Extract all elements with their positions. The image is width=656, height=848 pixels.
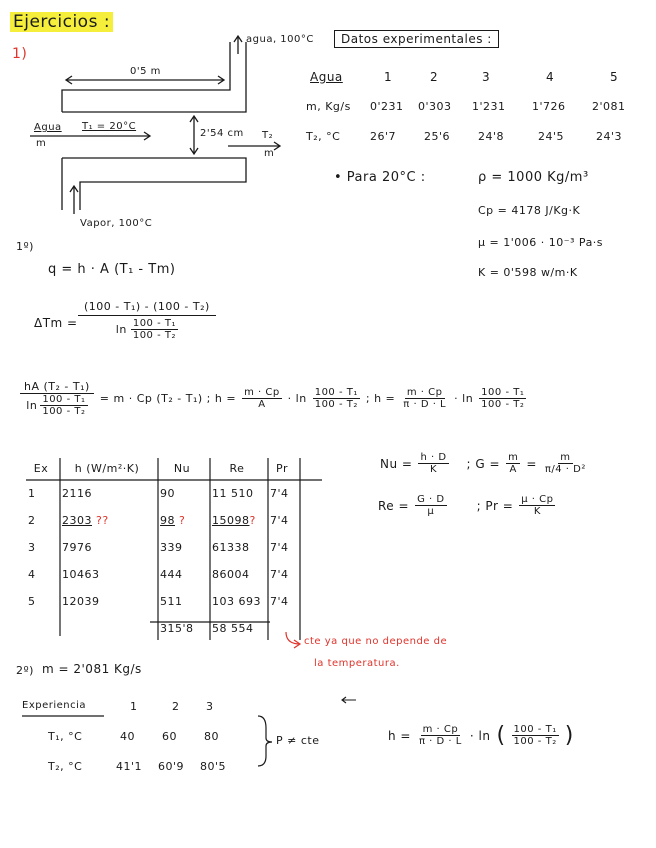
eq-g-num2: m xyxy=(560,452,571,463)
eq-g-eq: = xyxy=(526,456,537,471)
water-in-temp: T₁ = 20°C xyxy=(82,121,137,132)
eq-nusselt-group xyxy=(380,452,588,475)
heat-exchanger-diagram xyxy=(30,36,280,214)
cell-nu xyxy=(156,507,208,534)
eq-p2-num: m · Cp xyxy=(422,724,459,735)
water-out-label: T₂ xyxy=(262,130,274,141)
water-in-flow: m xyxy=(36,138,47,149)
eq-g-lhs: ; G = xyxy=(466,456,501,471)
table-row xyxy=(24,507,298,534)
total-nu: 315'8 xyxy=(160,622,194,635)
cell-ex: 2 xyxy=(28,514,36,527)
flow-value-1: 0'231 xyxy=(370,100,404,113)
part2-t2-label: T₂, °C xyxy=(48,760,83,773)
cell-h: 2116 xyxy=(62,487,92,500)
eq-h2-in-num: 100 - T₁ xyxy=(481,387,525,398)
eq-long-in-den: 100 - T₂ xyxy=(42,406,86,417)
t2-value-2: 25'6 xyxy=(424,130,451,143)
cell-ex: 1 xyxy=(28,487,36,500)
page-title: Ejercicios : xyxy=(10,12,113,32)
experimental-col-1: 1 xyxy=(384,70,393,84)
water-in-label: Agua xyxy=(34,122,62,133)
part2-col-2: 2 xyxy=(172,700,180,713)
stray-arrow xyxy=(342,697,356,703)
question-flag: ? xyxy=(249,514,256,527)
question-flag: ? xyxy=(179,514,186,527)
eq-h2-num: m · Cp xyxy=(406,387,443,398)
cell-nu: 339 xyxy=(160,541,183,554)
cell-ex: 5 xyxy=(28,595,36,608)
header-nu: Nu xyxy=(173,461,191,475)
property-mu: μ = 1'006 · 10⁻³ Pa·s xyxy=(478,236,604,249)
table-row xyxy=(24,588,298,615)
cell-nu: 90 xyxy=(160,487,175,500)
eq-pr-lhs: ; Pr = xyxy=(476,498,514,513)
part2-t2-value-2: 60'9 xyxy=(158,760,185,773)
eq-p2-lhs: h = xyxy=(388,728,411,743)
cell-pr: 7'4 xyxy=(270,514,289,527)
eq-long-mid: = m · Cp (T₂ - T₁) ; h = xyxy=(99,392,237,405)
header-ex: Ex xyxy=(33,461,49,475)
eq-nu-den: K xyxy=(429,464,438,475)
note-line-2: la temperatura. xyxy=(314,658,400,669)
eq-sep: ; h = xyxy=(365,392,396,405)
eq-g-num1: m xyxy=(508,452,519,463)
cell-h-value: 2303 xyxy=(62,514,92,527)
eq-long xyxy=(20,380,526,417)
property-k: K = 0'598 w/m·K xyxy=(478,266,578,279)
table-totals-row xyxy=(24,615,298,642)
t2-value-4: 24'5 xyxy=(538,130,565,143)
cell-pr: 7'4 xyxy=(270,487,289,500)
length-label: 0'5 m xyxy=(130,66,161,77)
eq-dtm-lhs: ΔTm = xyxy=(34,316,78,330)
eq-re-den: μ xyxy=(427,506,435,517)
t2-label: T₂, °C xyxy=(306,130,341,143)
eq-h1-in-num: 100 - T₁ xyxy=(314,387,358,398)
experimental-col-5: 5 xyxy=(610,70,619,84)
table-row xyxy=(24,480,298,507)
part2-t1-value-3: 80 xyxy=(204,730,219,743)
cell-pr: 7'4 xyxy=(270,541,289,554)
experimental-col-4: 4 xyxy=(546,70,555,84)
property-cp: Cp = 4178 J/Kg·K xyxy=(478,204,581,217)
eq-dtm-ln: ln xyxy=(115,323,127,336)
question-flag: ?? xyxy=(96,514,109,527)
eq-nu-num: h · D xyxy=(420,452,447,463)
table-row xyxy=(24,561,298,588)
results-table xyxy=(24,456,298,642)
cell-ex: 3 xyxy=(28,541,36,554)
eq-dtm-ln-fraction xyxy=(131,318,178,341)
eq-p2-in-den: 100 - T₂ xyxy=(513,736,557,747)
table-row xyxy=(24,534,298,561)
eq-h2-ln: · ln xyxy=(454,392,474,405)
flow-value-4: 1'726 xyxy=(532,100,566,113)
cell-re: 11 510 xyxy=(212,487,254,500)
eq-heat-rate: q = h · A (T₁ - Tm) xyxy=(48,262,176,277)
part2-col-3: 3 xyxy=(206,700,214,713)
cell-re: 86004 xyxy=(212,568,250,581)
eq-h2-in-den: 100 - T₂ xyxy=(481,399,525,410)
cell-h: 12039 xyxy=(62,595,100,608)
note-line-1: cte ya que no depende de xyxy=(304,636,448,647)
eq-dtm-fraction xyxy=(78,300,216,341)
cell-re: 103 693 xyxy=(212,595,261,608)
properties-intro: • Para 20°C : xyxy=(334,170,426,185)
t2-value-5: 24'3 xyxy=(596,130,623,143)
eq-pr-den: K xyxy=(533,506,541,517)
eq-dtm-in-num: 100 - T₁ xyxy=(132,318,176,329)
flow-value-3: 1'231 xyxy=(472,100,506,113)
experimental-header: Datos experimentales : xyxy=(334,30,499,48)
water-out-flow: m xyxy=(264,148,275,159)
eq-pr-num: μ · Cp xyxy=(521,494,554,505)
part2-flow: m = 2'081 Kg/s xyxy=(42,662,142,676)
flow-value-2: 0'303 xyxy=(418,100,452,113)
eq-dtm-numerator: (100 - T₁) - (100 - T₂) xyxy=(78,300,216,316)
brace-note: P ≠ cte xyxy=(276,734,320,747)
flow-label: m, Kg/s xyxy=(306,100,351,113)
eq-g-den1: A xyxy=(509,464,517,475)
cell-nu-value: 98 xyxy=(160,514,175,527)
flow-value-5: 2'081 xyxy=(592,100,626,113)
diameter-label: 2'54 cm xyxy=(200,128,244,139)
part2-t1-value-2: 60 xyxy=(162,730,177,743)
experimental-col-2: 2 xyxy=(430,70,439,84)
cell-pr: 7'4 xyxy=(270,568,289,581)
cell-nu: 511 xyxy=(160,595,183,608)
cell-re-value: 15098 xyxy=(212,514,250,527)
eq-long-in-num: 100 - T₁ xyxy=(42,394,86,405)
part2-label: 2º) xyxy=(16,664,34,677)
section-number: 1) xyxy=(12,46,28,62)
t2-value-3: 24'8 xyxy=(478,130,505,143)
property-rho: ρ = 1000 Kg/m³ xyxy=(478,170,589,185)
results-table-header xyxy=(24,456,298,480)
part1-label: 1º) xyxy=(16,240,34,253)
eq-re-num: G · D xyxy=(417,494,445,505)
eq-nu-lhs: Nu = xyxy=(380,456,413,471)
eq-p2-in-num: 100 - T₁ xyxy=(513,724,557,735)
eq-h2-den: π · D · L xyxy=(403,399,447,410)
cell-pr: 7'4 xyxy=(270,595,289,608)
cell-re: 61338 xyxy=(212,541,250,554)
cell-h: 7976 xyxy=(62,541,92,554)
part2-t1-label: T₁, °C xyxy=(48,730,83,743)
eq-h1-in-den: 100 - T₂ xyxy=(314,399,358,410)
cell-nu: 444 xyxy=(160,568,183,581)
header-h: h (W/m²·K) xyxy=(74,461,140,475)
cell-h: 10463 xyxy=(62,568,100,581)
eq-long-ln: ln xyxy=(26,399,38,412)
header-pr: Pr xyxy=(276,461,288,475)
eq-long-num: hA (T₂ - T₁) xyxy=(20,380,94,394)
part2-col-1: 1 xyxy=(130,700,138,713)
part2-t2-value-1: 41'1 xyxy=(116,760,143,773)
eq-p2-ln: · ln xyxy=(469,728,491,743)
part2-header: Experiencia xyxy=(22,700,87,711)
experimental-col-label: Agua xyxy=(310,70,343,84)
steam-in-label: Vapor, 100°C xyxy=(80,218,153,229)
cell-h xyxy=(58,507,156,534)
eq-reynolds-group xyxy=(378,494,555,517)
part2-t2-value-3: 80'5 xyxy=(200,760,227,773)
cell-ex: 4 xyxy=(28,568,36,581)
eq-dtm-in-den: 100 - T₂ xyxy=(132,330,176,341)
eq-re-lhs: Re = xyxy=(378,498,410,513)
part2-t1-value-1: 40 xyxy=(120,730,135,743)
eq-g-den2: π/4 · D² xyxy=(544,464,586,475)
total-re: 58 554 xyxy=(212,622,254,635)
header-re: Re xyxy=(229,461,245,475)
eq-h1-num: m · Cp xyxy=(244,387,280,398)
experimental-col-3: 3 xyxy=(482,70,491,84)
eq-part2-h: h = $\frac{m \cdot Cp}{\pi \cdot D \cdot L}$ · ln ( $\frac{\text{100 - T₁}}{\text{100 - T₂}}$ ) xyxy=(388,722,574,748)
t2-value-1: 26'7 xyxy=(370,130,397,143)
eq-p2-den: π · D · L xyxy=(418,736,462,747)
steam-out-label: agua, 100°C xyxy=(246,34,314,45)
eq-h1-ln: · ln xyxy=(287,392,307,405)
cell-re xyxy=(208,507,266,534)
eq-h1-den: A xyxy=(258,399,266,410)
